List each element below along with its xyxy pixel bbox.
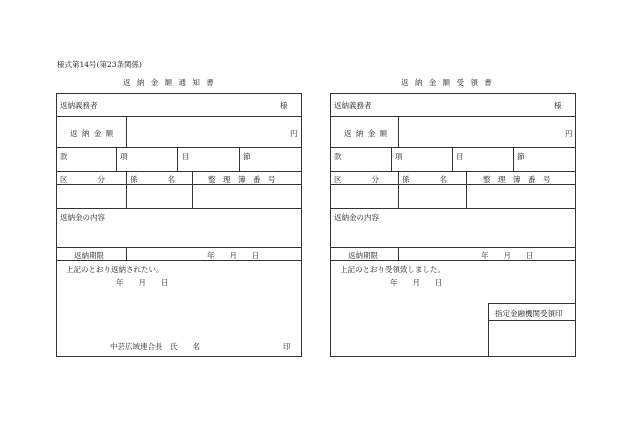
left-content-label: 返納金の内容 [60,213,105,222]
right-deadline-date: 年 月 日 [481,251,534,260]
left-moku: 目 [182,152,190,161]
right-bank-stamp-label: 指定金融機関受領印 [495,309,563,318]
right-seiri-label: 整 理 簿 番 号 [483,175,551,184]
left-kan: 款 [60,152,68,161]
right-sama: 様 [554,101,562,110]
form-reference: 様式第14号(第23条関係) [57,60,142,69]
left-deadline-label: 返納期限 [74,251,104,260]
left-form-title: 返 納 金 額 通 知 書 [123,78,216,87]
right-message: 上記のとおり受領致しました。 [340,265,445,274]
left-yen: 円 [290,129,298,138]
left-sama: 様 [280,101,288,110]
right-setsu: 節 [517,152,525,161]
right-kan: 款 [334,152,342,161]
right-kakari-label: 係 名 [402,175,447,184]
right-content-label: 返納金の内容 [334,213,379,222]
left-message: 上記のとおり返納されたい。 [66,265,164,274]
left-seiri-label: 整 理 簿 番 号 [208,175,276,184]
left-message-date: 年 月 日 [116,278,169,287]
left-deadline-date: 年 月 日 [207,251,260,260]
right-yen: 円 [565,129,573,138]
right-deadline-label: 返納期限 [348,251,378,260]
right-form-title: 返 納 金 額 受 領 書 [401,78,494,87]
left-seal: 印 [283,342,291,351]
left-kakari-label: 係 名 [130,175,175,184]
right-moku: 目 [456,152,464,161]
right-payer-label: 返納義務者 [334,101,372,110]
left-setsu: 節 [243,152,251,161]
left-kou: 項 [120,152,128,161]
left-payer-label: 返納義務者 [60,101,98,110]
right-amount-label: 返 納 金 額 [344,129,389,138]
left-amount-label: 返 納 金 額 [70,129,115,138]
right-kou: 項 [395,152,403,161]
left-signer: 中芸広域連合長 氏 名 [110,342,200,351]
right-message-date: 年 月 日 [390,278,443,287]
left-ku-label: 区 分 [60,175,105,184]
right-ku-label: 区 分 [334,175,379,184]
